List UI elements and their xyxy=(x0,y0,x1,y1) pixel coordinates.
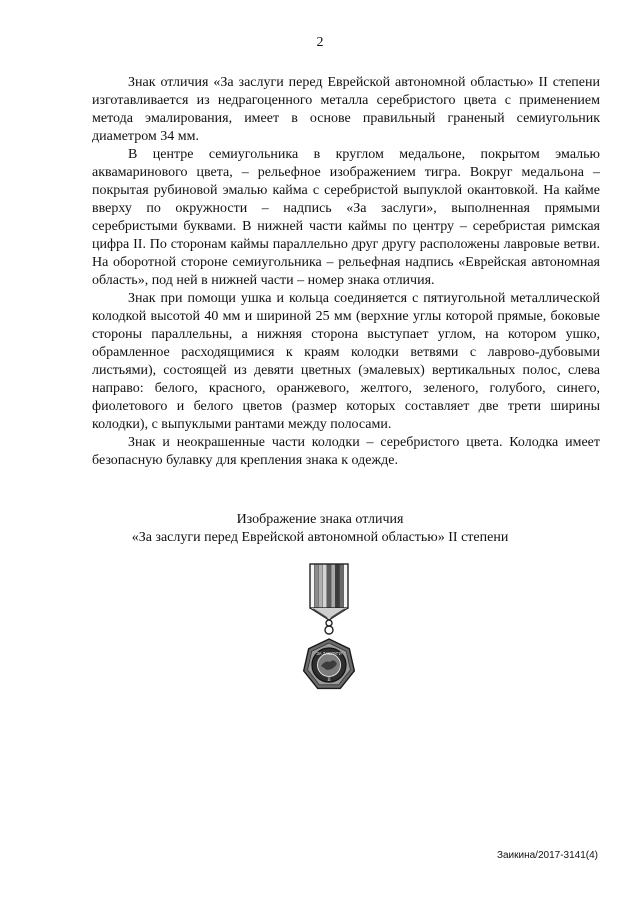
medal-svg xyxy=(303,562,383,702)
page-number: 2 xyxy=(316,35,324,50)
ribbon-block xyxy=(310,564,348,608)
ribbon-stripe xyxy=(331,564,335,608)
figure-caption xyxy=(0,511,640,547)
medal-numeral: II xyxy=(327,678,331,683)
document-body xyxy=(92,74,600,470)
medal-inscription: ЗА ЗАСЛУГИ xyxy=(316,651,342,656)
ribbon-point xyxy=(310,608,348,620)
eyelet xyxy=(326,620,332,626)
medal-image xyxy=(303,562,383,702)
ribbon-stripe xyxy=(327,564,331,608)
caption-line-1: Изображение знака отличия xyxy=(236,512,404,527)
paragraph-2: В центре семиугольника в круглом медальоне, покрытом эмалью аквамаринового цвета, – рельефное изображением тигра. Вокруг медальона – покрытая рубиновой эмалью кайма с серебристой выпуклой окантовкой. На кайме вверху по окружности – надпись «За заслуги», выполненная прямыми серебристыми буквами. В нижней части каймы по центру – серебристая римская цифра II. По сторонам каймы параллельно друг другу расположены лавровые ветви. На оборотной стороне семиугольника – рельефная надпись «Еврейская автономная область», под ней в нижней части – номер знака отличия. xyxy=(92,147,600,288)
paragraph-3: Знак при помощи ушка и кольца соединяется с пятиугольной металлической колодкой высотой 40 мм и шириной 25 мм (верхние углы которой прямые, боковые стороны параллельны, а нижняя сторона выступает углом, на котором ушко, обрамленное расходящимися к краям колодки ветвями с лаврово-дубовыми листьями), состоящей из девяти цветных (эмалевых) вертикальных полос, слева направо: белого, красного, оранжевого, желтого, зеленого, голубого, синего, фиолетового и белого цветов (размер которых составляет две трети ширины колодки), с выпуклыми рантами между полосами. xyxy=(92,291,600,432)
ribbon-stripe xyxy=(340,564,344,608)
ribbon-stripe xyxy=(318,564,322,608)
ribbon-stripe xyxy=(314,564,318,608)
caption-line-2: «За заслуги перед Еврейской автономной областью» II степени xyxy=(131,530,509,545)
document-code: Заикина/2017-3141(4) xyxy=(496,850,598,861)
paragraph-1: Знак отличия «За заслуги перед Еврейской автономной областью» II степени изготавливается из недрагоценного металла серебристого цвета с применением метода эмалирования, имеет в основе правильный граненый семиугольник диаметром 34 мм. xyxy=(92,75,600,144)
paragraph-4: Знак и неокрашенные части колодки – серебристого цвета. Колодка имеет безопасную булавку для крепления знака к одежде. xyxy=(92,435,600,468)
ribbon-stripe xyxy=(335,564,339,608)
ring xyxy=(325,626,333,634)
ribbon-stripe xyxy=(323,564,327,608)
